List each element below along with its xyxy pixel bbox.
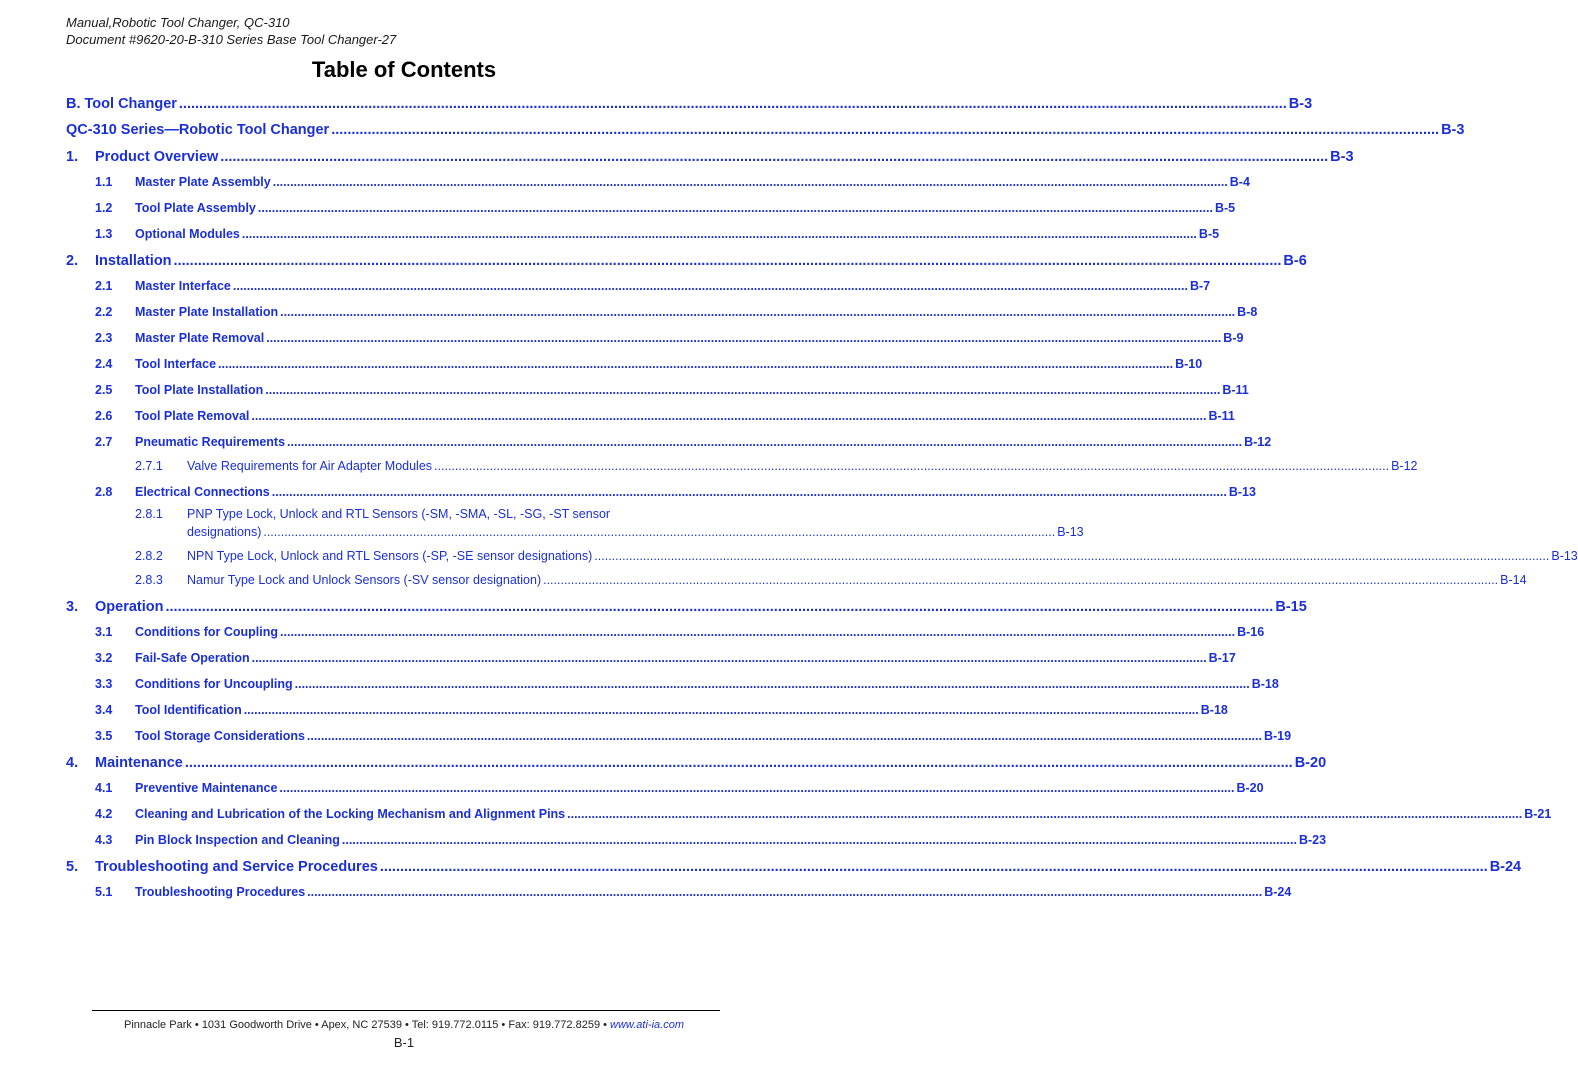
toc-entry-page: B-17	[1208, 651, 1236, 665]
toc-entry-number: 2.8.3	[135, 573, 163, 587]
toc-entry-page: B-21	[1524, 807, 1552, 821]
toc-entry-text: Tool Plate Installation	[135, 383, 264, 397]
toc-entry-page: B-24	[1264, 885, 1292, 899]
toc-entry-text: Tool Plate Assembly	[135, 201, 256, 215]
toc-entry-text: Cleaning and Lubrication of the Locking Mechanism and Alignment Pins	[135, 807, 566, 821]
toc-entry-text: Conditions for Uncoupling	[135, 677, 293, 691]
toc-entry-page: B-18	[1251, 677, 1279, 691]
toc-entry-page: B-20	[1294, 755, 1327, 771]
toc-entry-4[interactable]	[66, 755, 1327, 771]
toc-leader	[258, 201, 1213, 215]
toc-leader	[251, 409, 1206, 423]
toc-entry-page: B-15	[1275, 599, 1307, 615]
toc-entry-text: Maintenance	[95, 755, 183, 771]
toc-entry-number: 2.8.2	[135, 549, 163, 563]
toc-entry-1[interactable]	[66, 149, 1354, 165]
toc-entry-number: 3.2	[95, 651, 113, 665]
toc-leader	[233, 279, 1188, 293]
toc-entry-number: 3.5	[95, 729, 113, 743]
toc-entry-page: B-23	[1298, 833, 1327, 847]
page-footer	[0, 1019, 808, 1031]
page-number: B-1	[393, 1035, 415, 1050]
toc-entry-text-continued: designations)	[187, 525, 262, 539]
toc-entry-page: B-3	[1288, 96, 1313, 112]
toc-leader	[287, 435, 1242, 449]
toc-leader	[252, 651, 1207, 665]
toc-entry-page: B-9	[1223, 331, 1244, 345]
toc-leader	[165, 599, 1273, 615]
toc-leader	[179, 96, 1287, 112]
toc-entry-2-3[interactable]	[66, 331, 1244, 345]
toc-entry-page: B-12	[1244, 435, 1272, 449]
toc-entry-number: 1.3	[95, 227, 113, 241]
toc-entry-3-5[interactable]	[66, 729, 1292, 743]
toc-entry-text: B. Tool Changer	[66, 96, 177, 112]
toc-entry-number: 2.6	[95, 409, 113, 423]
toc-entry-2-5[interactable]	[66, 383, 1249, 397]
toc-entry-number: 4.3	[95, 833, 113, 847]
toc-entry-text: Valve Requirements for Air Adapter Modules	[187, 459, 433, 473]
toc-entry-number: 1.2	[95, 201, 113, 215]
toc-entry-text: QC-310 Series—Robotic Tool Changer	[66, 122, 330, 138]
toc-entry-text: Product Overview	[95, 149, 219, 165]
toc-entry-page: B-5	[1198, 227, 1220, 241]
toc-entry-page: B-5	[1214, 201, 1236, 215]
toc-leader	[295, 677, 1250, 691]
document-header	[66, 14, 396, 48]
toc-entry-qc310-series[interactable]	[66, 122, 1465, 138]
toc-entry-2-8-2[interactable]	[66, 549, 1578, 563]
toc-entry-text: Tool Identification	[135, 703, 242, 717]
toc-leader	[265, 383, 1220, 397]
toc-leader	[280, 625, 1235, 639]
toc-entry-page: B-11	[1222, 383, 1249, 397]
toc-entry-5-1[interactable]	[66, 885, 1292, 899]
toc-entry-page: B-13	[1551, 549, 1578, 563]
toc-entry-1-1[interactable]	[66, 175, 1250, 189]
toc-leader	[185, 755, 1293, 771]
toc-entry-2-2[interactable]	[66, 305, 1258, 319]
toc-entry-page: B-24	[1489, 859, 1522, 875]
toc-entry-2-7[interactable]	[66, 435, 1272, 449]
toc-entry-page: B-20	[1236, 781, 1264, 795]
toc-leader	[242, 227, 1197, 241]
toc-entry-text: Preventive Maintenance	[135, 781, 278, 795]
toc-leader	[380, 859, 1488, 875]
toc-entry-text: Operation	[95, 599, 164, 615]
toc-entry-number: 5.1	[95, 885, 113, 899]
toc-entry-number: 3.3	[95, 677, 113, 691]
toc-entry-number: 4.2	[95, 807, 113, 821]
toc-entry-text: Tool Interface	[135, 357, 217, 371]
toc-entry-page: B-3	[1330, 149, 1354, 165]
toc-leader	[331, 122, 1439, 138]
toc-entry-number: 2.7	[95, 435, 113, 449]
toc-leader	[434, 459, 1389, 473]
toc-entry-text: Master Interface	[135, 279, 231, 293]
toc-leader	[594, 549, 1549, 563]
toc-leader	[342, 833, 1297, 847]
toc-entry-number: 2.1	[95, 279, 113, 293]
toc-entry-page: B-10	[1175, 357, 1203, 371]
toc-entry-text: Pneumatic Requirements	[135, 435, 286, 449]
toc-entry-text: Electrical Connections	[135, 485, 270, 499]
toc-entry-number: 2.4	[95, 357, 113, 371]
footer-divider	[92, 1010, 720, 1011]
toc-entry-text: Tool Storage Considerations	[135, 729, 305, 743]
toc-entry-text: Master Plate Removal	[135, 331, 265, 345]
toc-leader: ....................................................................................................................................................................................................................................	[263, 525, 1056, 539]
toc-entry-3-1[interactable]	[66, 625, 1265, 639]
toc-entry-number: 3.1	[95, 625, 113, 639]
toc-entry-text: Fail-Safe Operation	[135, 651, 250, 665]
toc-entry-3-4[interactable]	[66, 703, 1228, 717]
toc-leader	[220, 149, 1328, 165]
toc-leader	[174, 253, 1282, 269]
toc-entry-4-3[interactable]	[66, 833, 1327, 847]
toc-entry-1-3[interactable]	[66, 227, 1220, 241]
toc-entry-page: B-8	[1237, 305, 1258, 319]
toc-entry-2-1[interactable]	[66, 279, 1211, 293]
toc-leader	[543, 573, 1498, 587]
toc-entry-3-3[interactable]	[66, 677, 1279, 691]
toc-entry-page: B-3	[1441, 122, 1465, 138]
toc-entry-3-2[interactable]	[66, 651, 1236, 665]
toc-entry-number: 3.	[66, 599, 79, 615]
toc-entry-number: 2.8.1	[135, 507, 163, 521]
toc-entry-2-6[interactable]	[66, 409, 1235, 423]
toc-entry-text: Installation	[95, 253, 172, 269]
toc-entry-page: B-13	[1057, 525, 1084, 539]
toc-entry-number: 2.	[66, 253, 79, 269]
toc-entry-2-8[interactable]	[66, 485, 1256, 499]
header-document-number: Document #9620-20-B-310 Series Base Tool Changer-27	[66, 32, 397, 47]
toc-entry-1-2[interactable]	[66, 201, 1236, 215]
page-title: Table of Contents	[311, 57, 497, 82]
toc-entry-tool-changer[interactable]	[66, 96, 1313, 112]
toc-entry-page: B-14	[1500, 573, 1527, 587]
toc-entry-page: B-16	[1237, 625, 1265, 639]
toc-entry-text: Optional Modules	[135, 227, 240, 241]
toc-leader	[307, 729, 1262, 743]
toc-entry-number: 2.3	[95, 331, 113, 345]
toc-entry-page: B-19	[1263, 729, 1292, 743]
toc-entry-text: PNP Type Lock, Unlock and RTL Sensors (-SM, -SMA, -SL, -SG, -ST sensor	[187, 507, 611, 521]
toc-entry-number: 4.	[66, 755, 79, 771]
toc-entry-2-7-1[interactable]	[66, 459, 1418, 473]
toc-entry-number: 2.8	[95, 485, 113, 499]
toc-entry-text: Pin Block Inspection and Cleaning	[135, 833, 340, 847]
toc-entry-4-1[interactable]	[66, 781, 1264, 795]
toc-entry-text: Namur Type Lock and Unlock Sensors (-SV sensor designation)	[187, 573, 542, 587]
toc-entry-number: 3.4	[95, 703, 113, 717]
toc-entry-page: B-11	[1208, 409, 1235, 423]
toc-entry-number: 2.5	[95, 383, 113, 397]
toc-entry-2-8-1[interactable]	[66, 507, 742, 521]
toc-entry-number: 4.1	[95, 781, 113, 795]
toc-leader	[279, 781, 1234, 795]
toc-entry-text: Master Plate Installation	[135, 305, 279, 319]
toc-entry-number: 2.2	[95, 305, 113, 319]
toc-entry-5[interactable]	[66, 859, 1522, 875]
toc-entry-text: Troubleshooting and Service Procedures	[95, 859, 378, 875]
toc-entry-text: Master Plate Assembly	[135, 175, 271, 189]
toc-entry-2-8-3[interactable]	[66, 573, 1527, 587]
toc-leader	[273, 175, 1228, 189]
toc-entry-text: Tool Plate Removal	[135, 409, 250, 423]
toc-entry-page: B-7	[1189, 279, 1211, 293]
toc-entry-2[interactable]	[66, 253, 1307, 269]
toc-entry-number: 2.7.1	[135, 459, 163, 473]
toc-leader	[266, 331, 1221, 345]
toc-leader	[567, 807, 1522, 821]
toc-entry-page: B-12	[1391, 459, 1418, 473]
toc-entry-number: 5.	[66, 859, 79, 875]
toc-leader	[280, 305, 1235, 319]
header-manual-title: Manual,Robotic Tool Changer, QC-310	[66, 15, 290, 30]
toc-entry-page: B-13	[1228, 485, 1256, 499]
toc-entry-2-4[interactable]	[66, 357, 1203, 371]
toc-entry-number: 1.1	[95, 175, 113, 189]
toc-entry-2-8-1-continuation[interactable]	[187, 525, 1084, 539]
footer-address: Pinnacle Park • 1031 Goodworth Drive • Apex, NC 27539 • Tel: 919.772.0115 • Fax: 919.772.8259 •	[123, 1019, 611, 1031]
footer-website-link[interactable]: www.ati-ia.com	[610, 1019, 684, 1031]
toc-leader	[272, 485, 1227, 499]
toc-entry-text: NPN Type Lock, Unlock and RTL Sensors (-SP, -SE sensor designations)	[187, 549, 593, 563]
toc-entry-3[interactable]	[66, 599, 1307, 615]
toc-leader	[307, 885, 1262, 899]
toc-leader	[218, 357, 1173, 371]
toc-entry-page: B-4	[1229, 175, 1250, 189]
toc-leader	[244, 703, 1199, 717]
toc-entry-page: B-18	[1200, 703, 1228, 717]
toc-entry-page: B-6	[1283, 253, 1307, 269]
toc-entry-text: Troubleshooting Procedures	[135, 885, 306, 899]
toc-entry-number: 1.	[66, 149, 79, 165]
toc-entry-text: Conditions for Coupling	[135, 625, 279, 639]
toc-entry-4-2[interactable]	[66, 807, 1552, 821]
